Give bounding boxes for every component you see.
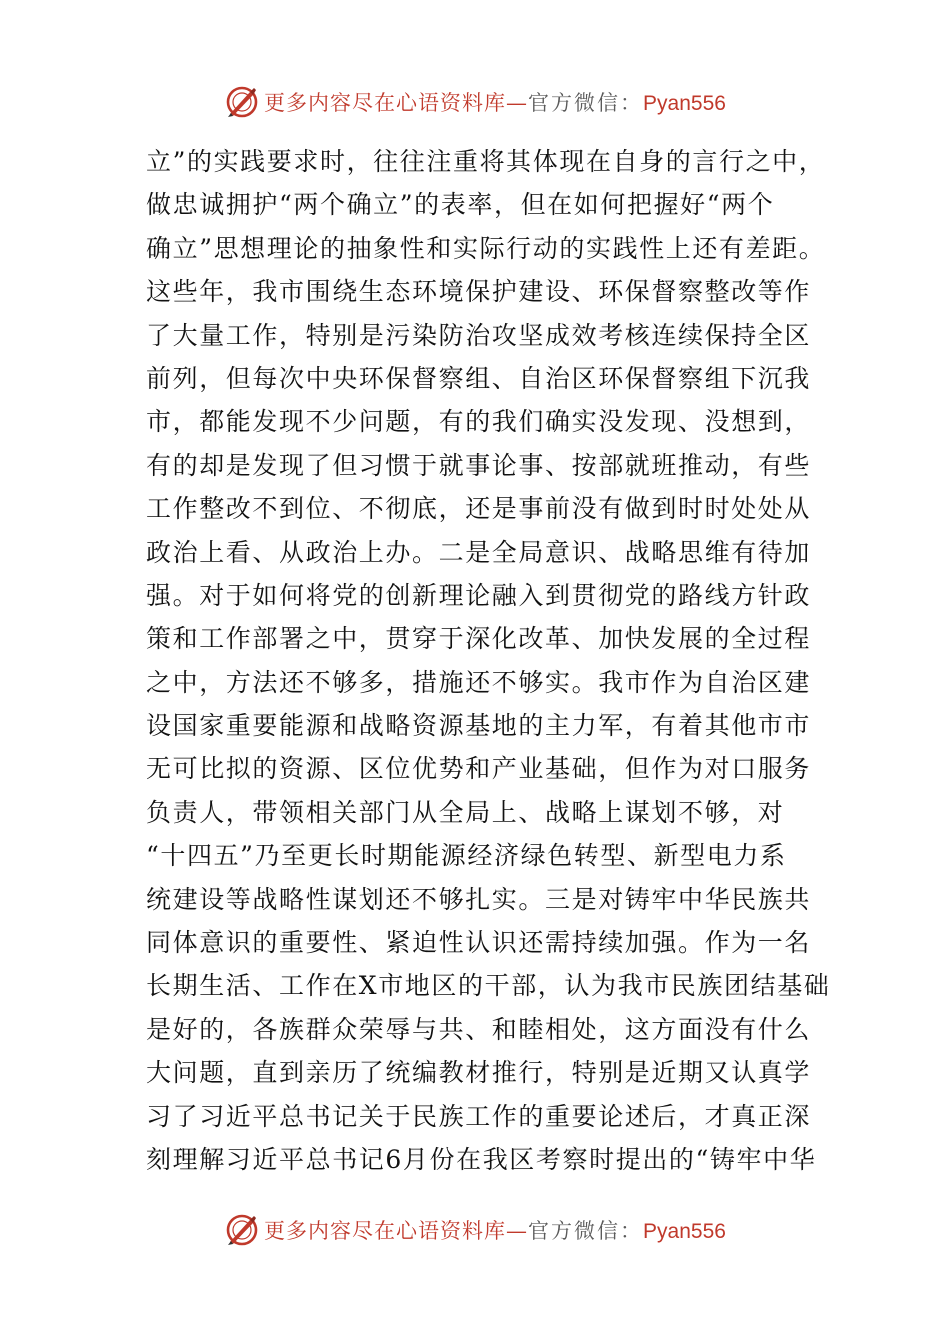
text-line: 刻理解习近平总书记6月份在我区考察时提出的“铸牢中华 bbox=[146, 1144, 817, 1174]
text-line: 市，都能发现不少问题，有的我们确实没发现、没想到， bbox=[146, 407, 812, 437]
text-line: 前列，但每次中央环保督察组、自治区环保督察组下沉我 bbox=[146, 363, 812, 393]
text-line: “十四五”乃至更长时期能源经济绿色转型、新型电力系 bbox=[146, 841, 787, 871]
text-line: 策和工作部署之中，贯穿于深化改革、加快发展的全过程 bbox=[146, 624, 812, 654]
text-line: 之中，方法还不够多，措施还不够实。我市作为自治区建 bbox=[146, 667, 812, 697]
text-line: 了大量工作，特别是污染防治攻坚成效考核连续保持全区 bbox=[146, 320, 812, 350]
document-body bbox=[146, 140, 831, 1181]
footer-separator: — bbox=[506, 1219, 529, 1243]
text-line: 做忠诚拥护“两个确立”的表率，但在如何把握好“两个 bbox=[146, 190, 775, 220]
text-line: 工作整改不到位、不彻底，还是事前没有做到时时处处从 bbox=[146, 494, 812, 524]
text-line: 负责人，带领相关部门从全局上、战略上谋划不够，对 bbox=[146, 797, 785, 827]
pen-circle-logo-icon bbox=[224, 1212, 260, 1248]
text-line: 政治上看、从政治上办。二是全局意识、战略思维有待加 bbox=[146, 537, 812, 567]
footer-text bbox=[264, 1215, 726, 1245]
text-line: 大问题，直到亲历了统编教材推行，特别是近期又认真学 bbox=[146, 1058, 812, 1088]
header-site-text: 更多内容尽在心语资料库 bbox=[264, 91, 507, 115]
text-line: 无可比拟的资源、区位优势和产业基础，但作为对口服务 bbox=[146, 754, 812, 784]
text-line: 这些年，我市围绕生态环境保护建设、环保督察整改等作 bbox=[146, 277, 812, 307]
text-line: 统建设等战略性谋划还不够扎实。三是对铸牢中华民族共 bbox=[146, 884, 812, 914]
header-wechat-id: Pyan556 bbox=[643, 92, 726, 115]
text-line: 同体意识的重要性、紧迫性认识还需持续加强。作为一名 bbox=[146, 928, 812, 958]
text-line: 立”的实践要求时，往往注重将其体现在自身的言行之中， bbox=[146, 147, 826, 176]
text-line: 有的却是发现了但习惯于就事论事、按部就班推动，有些 bbox=[146, 450, 812, 480]
footer-wechat-label: 官方微信： bbox=[528, 1219, 644, 1243]
text-line: 长期生活、工作在X市地区的干部，认为我市民族团结基础 bbox=[146, 971, 831, 1001]
footer-site-text: 更多内容尽在心语资料库 bbox=[264, 1219, 507, 1243]
footer-wechat-id: Pyan556 bbox=[643, 1220, 726, 1243]
text-line: 强。对于如何将党的创新理论融入到贯彻党的路线方针政 bbox=[146, 580, 812, 610]
text-line: 确立”思想理论的抽象性和实际行动的实践性上还有差距。 bbox=[146, 233, 826, 263]
text-line: 设国家重要能源和战略资源基地的主力军，有着其他市市 bbox=[146, 711, 812, 741]
text-line: 是好的，各族群众荣辱与共、和睦相处，这方面没有什么 bbox=[146, 1014, 812, 1044]
text-line: 习了习近平总书记关于民族工作的重要论述后，才真正深 bbox=[146, 1101, 812, 1131]
header-separator: — bbox=[506, 91, 529, 115]
header-wechat-label: 官方微信： bbox=[528, 91, 644, 115]
header-text bbox=[264, 87, 726, 117]
header-banner bbox=[0, 80, 950, 124]
pen-circle-logo-icon bbox=[224, 84, 260, 120]
footer-banner bbox=[0, 1208, 950, 1252]
